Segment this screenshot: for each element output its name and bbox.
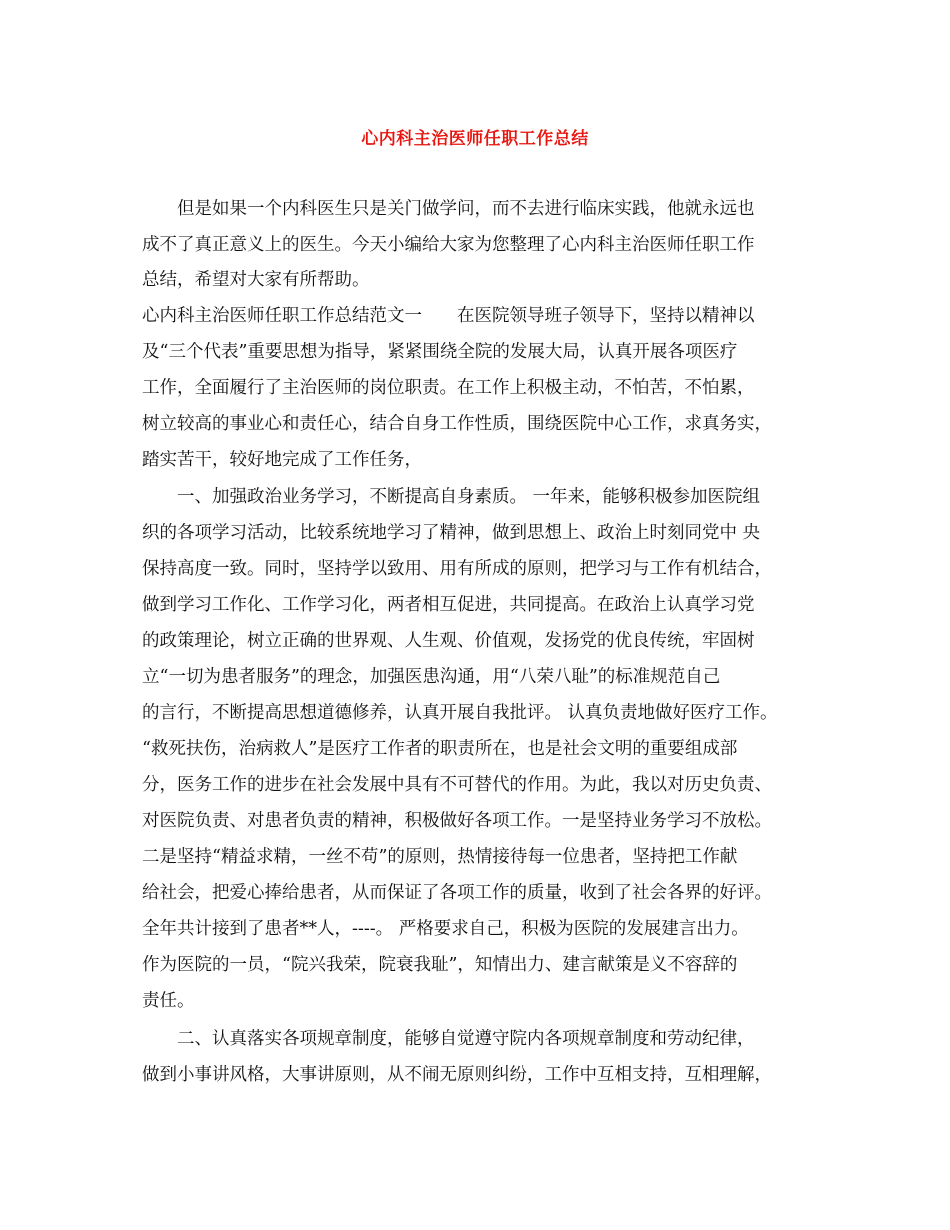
paragraph-line: 作为医院的一员，“院兴我荣，院衰我耻”，知情出力、建言献策是义不容辞的 — [142, 955, 738, 975]
paragraph-line: 做到学习工作化、工作学习化，两者相互促进，共同提高。在政治上认真学习党 — [142, 595, 755, 615]
paragraph-line: 总结，希望对大家有所帮助。 — [142, 270, 370, 290]
paragraph-line: 全年共计接到了患者**人，----。 严格要求自己，积极为医院的发展建言出力。 — [142, 919, 749, 939]
paragraph-line: “救死扶伤，治病救人”是医疗工作者的职责所在，也是社会文明的重要组成部 — [142, 739, 738, 759]
paragraph-line: 树立较高的事业心和责任心，结合自身工作性质，围绕医院中心工作，求真务实， — [142, 414, 772, 434]
paragraph-line: 的政策理论，树立正确的世界观、人生观、价值观，发扬党的优良传统，牢固树 — [142, 631, 755, 651]
paragraph-line: 的言行，不断提高思想道德修养，认真开展自我批评。 认真负责地做好医疗工作。 — [142, 703, 778, 723]
paragraph-line: 做到小事讲风格，大事讲原则，从不闹无原则纠纷，工作中互相支持，互相理解， — [142, 1065, 772, 1085]
paragraph-line: 给社会，把爱心捧给患者，从而保证了各项工作的质量，收到了社会各界的好评。 — [142, 883, 772, 903]
paragraph-line: 及“三个代表”重要思想为指导，紧紧围绕全院的发展大局，认真开展各项医疗 — [142, 342, 738, 362]
paragraph-line: 分，医务工作的进步在社会发展中具有不可替代的作用。为此，我以对历史负责、 — [142, 775, 772, 795]
paragraph-line: 织的各项学习活动，比较系统地学习了精神，做到思想上、政治上时刻同党中 央 — [142, 523, 761, 543]
paragraph-line: 保持高度一致。同时，坚持学以致用、用有所成的原则，把学习与工作有机结合， — [142, 559, 772, 579]
paragraph-line: 成不了真正意义上的医生。今天小编给大家为您整理了心内科主治医师任职工作 — [142, 235, 755, 255]
paragraph-line: 但是如果一个内科医生只是关门做学问，而不去进行临床实践，他就永远也 — [177, 199, 755, 219]
paragraph-line: 工作，全面履行了主治医师的岗位职责。在工作上积极主动，不怕苦，不怕累， — [142, 378, 755, 398]
paragraph-line: 立“一切为患者服务”的理念，加强医患沟通，用“八荣八耻”的标准规范自己 — [142, 667, 721, 687]
paragraph-line: 责任。 — [142, 991, 195, 1011]
paragraph-line: 心内科主治医师任职工作总结范文一 在医院领导班子领导下，坚持以精神以 — [142, 306, 755, 326]
paragraph-line: 二是坚持“精益求精，一丝不苟”的原则，热情接待每一位患者，坚持把工作献 — [142, 847, 738, 867]
paragraph-line: 一、加强政治业务学习，不断提高自身素质。 一年来，能够积极参加医院组 — [177, 487, 761, 507]
paragraph-line: 二、认真落实各项规章制度，能够自觉遵守院内各项规章制度和劳动纪律， — [177, 1029, 755, 1049]
paragraph-line: 踏实苦干，较好地完成了工作任务， — [142, 450, 422, 470]
document-title: 心内科主治医师任职工作总结 — [361, 129, 589, 149]
paragraph-line: 对医院负责、对患者负责的精神，积极做好各项工作。一是坚持业务学习不放松。 — [142, 811, 772, 831]
